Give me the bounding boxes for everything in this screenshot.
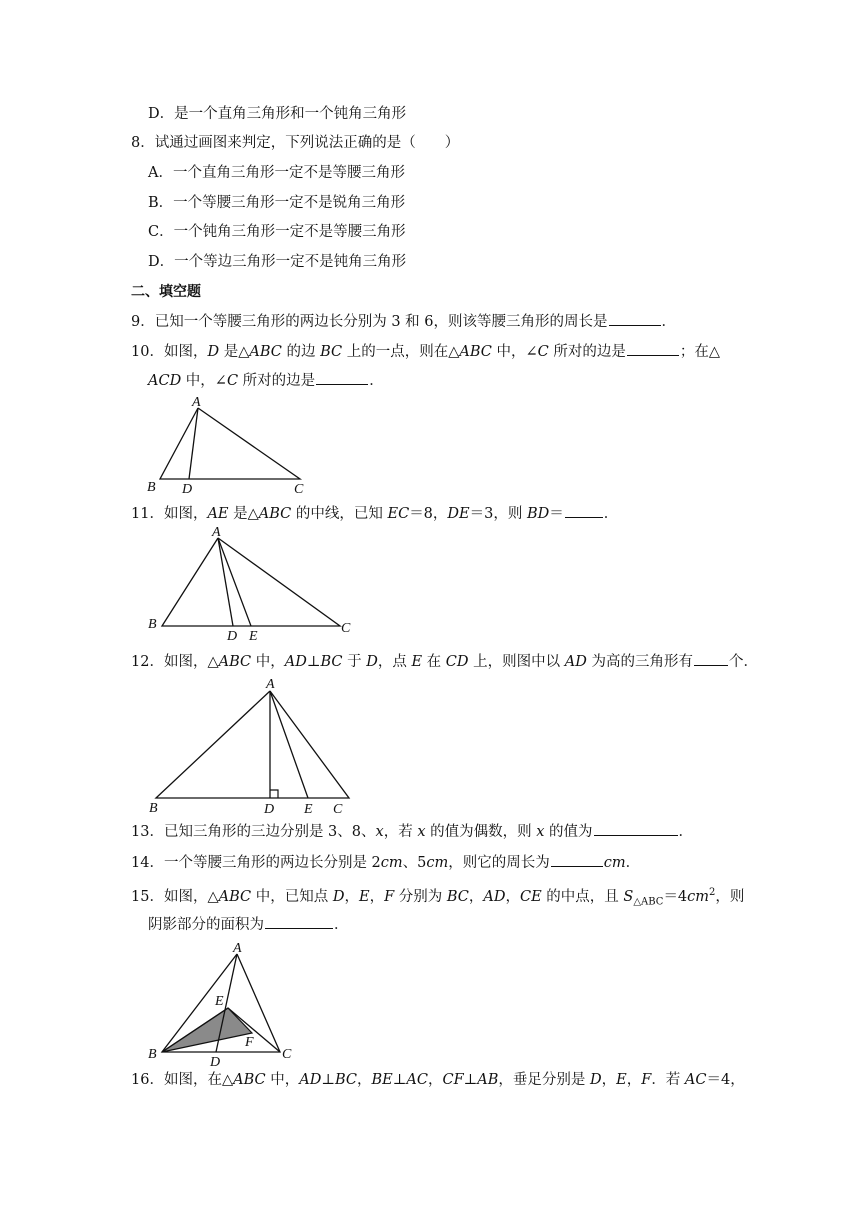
q7-option-d[interactable]: D．是一个直角三角形和一个钝角三角形 — [148, 106, 407, 122]
q15-figure — [140, 940, 310, 1075]
q13-text: 13．已知三角形的三边分别是 3、8、x，若 x 的值为偶数，则 x 的值为 ． — [131, 821, 693, 842]
q11-label-e: E — [249, 629, 258, 644]
q10-triangle — [160, 408, 300, 479]
q8-option-a[interactable]: A．一个直角三角形一定不是等腰三角形 — [148, 165, 405, 181]
q8-option-d[interactable]: D．一个等边三角形一定不是钝角三角形 — [148, 254, 407, 270]
q12-label-e: E — [304, 802, 313, 817]
q15-label-d: D — [210, 1055, 221, 1070]
q12-label-d: D — [264, 802, 275, 817]
q12-text: 12．如图，△ABC 中，AD⊥BC 于 D，点 E 在 CD 上，则图中以 AD 为高的三角形有 个． — [131, 651, 758, 672]
q10-label-d: D — [182, 482, 193, 497]
q8-stem: 8．试通过画图来判定，下列说法正确的是（ ） — [131, 135, 460, 151]
q12-label-c: C — [333, 802, 343, 817]
q10-segment-ad — [189, 408, 198, 479]
q9-period: ． — [661, 314, 677, 330]
q9-answer-blank[interactable] — [609, 311, 661, 326]
q10-answer-blank-1[interactable] — [627, 341, 679, 356]
q11-answer-blank[interactable] — [565, 503, 603, 518]
q11-label-c: C — [341, 621, 351, 636]
q11-figure — [145, 525, 360, 644]
q15-shaded-triangle-bef — [162, 1008, 252, 1052]
q13-answer-blank[interactable] — [594, 821, 678, 836]
q10-label-c: C — [294, 482, 304, 497]
q14-answer-blank[interactable] — [551, 852, 603, 867]
q10-answer-blank-2[interactable] — [316, 370, 368, 385]
q12-label-a: A — [266, 677, 275, 692]
q11-segment-ae — [218, 538, 251, 626]
q11-triangle — [162, 538, 340, 626]
q10-figure — [140, 390, 340, 500]
q15-label-e: E — [215, 994, 224, 1009]
q15-line1: 15．如图，△ABC 中，已知点 D，E，F 分别为 BC，AD，CE 的中点，且 $S_{\triangle ABC}=4cm^2$，则 — [131, 887, 745, 908]
q14-text: 14．一个等腰三角形的两边长分别是 2cm、5cm，则它的周长为 cm． — [131, 852, 640, 873]
q15-label-b: B — [148, 1047, 157, 1062]
q11-segment-ad — [218, 538, 233, 626]
q11-label-b: B — [148, 617, 157, 632]
section-title-fill-in: 二、填空题 — [131, 284, 201, 300]
q12-label-b: B — [149, 801, 158, 816]
q11-text: 11．如图，AE 是△ABC 的中线，已知 EC＝8，DE＝3，则 BD＝ ． — [131, 503, 618, 524]
q9-stem: 9．已知一个等腰三角形的两边长分别为 3 和 6，则该等腰三角形的周长是 — [131, 314, 608, 330]
q10-label-a: A — [192, 395, 201, 410]
q8-option-b[interactable]: B．一个等腰三角形一定不是锐角三角形 — [148, 195, 406, 211]
q10-line1: 10．如图，D 是△ABC 的边 BC 上的一点，则在△ABC 中，∠C 所对的边是 ；在△ — [131, 341, 720, 362]
q11-label-a: A — [212, 525, 221, 540]
q11-label-d: D — [227, 629, 238, 644]
q12-figure — [145, 675, 360, 820]
q10-line2: ACD 中，∠C 所对的边是 ． — [148, 370, 384, 391]
q15-label-a: A — [233, 941, 242, 956]
q8-option-c[interactable]: C．一个钝角三角形一定不是等腰三角形 — [148, 224, 406, 240]
q15-answer-blank[interactable] — [265, 914, 333, 929]
q12-triangle — [156, 691, 349, 798]
q12-answer-blank[interactable] — [694, 651, 728, 666]
q10-label-b: B — [147, 480, 156, 495]
q15-label-c: C — [282, 1047, 292, 1062]
q9-text — [131, 311, 676, 332]
q12-right-angle-mark — [270, 790, 278, 798]
q16-text: 16．如图，在△ABC 中，AD⊥BC，BE⊥AC，CF⊥AB，垂足分别是 D，E，F．若 AC＝4， — [131, 1072, 745, 1088]
q15-line2: 阴影部分的面积为 ． — [148, 914, 349, 935]
q15-label-f: F — [245, 1035, 254, 1050]
q12-segment-ae — [270, 691, 308, 798]
